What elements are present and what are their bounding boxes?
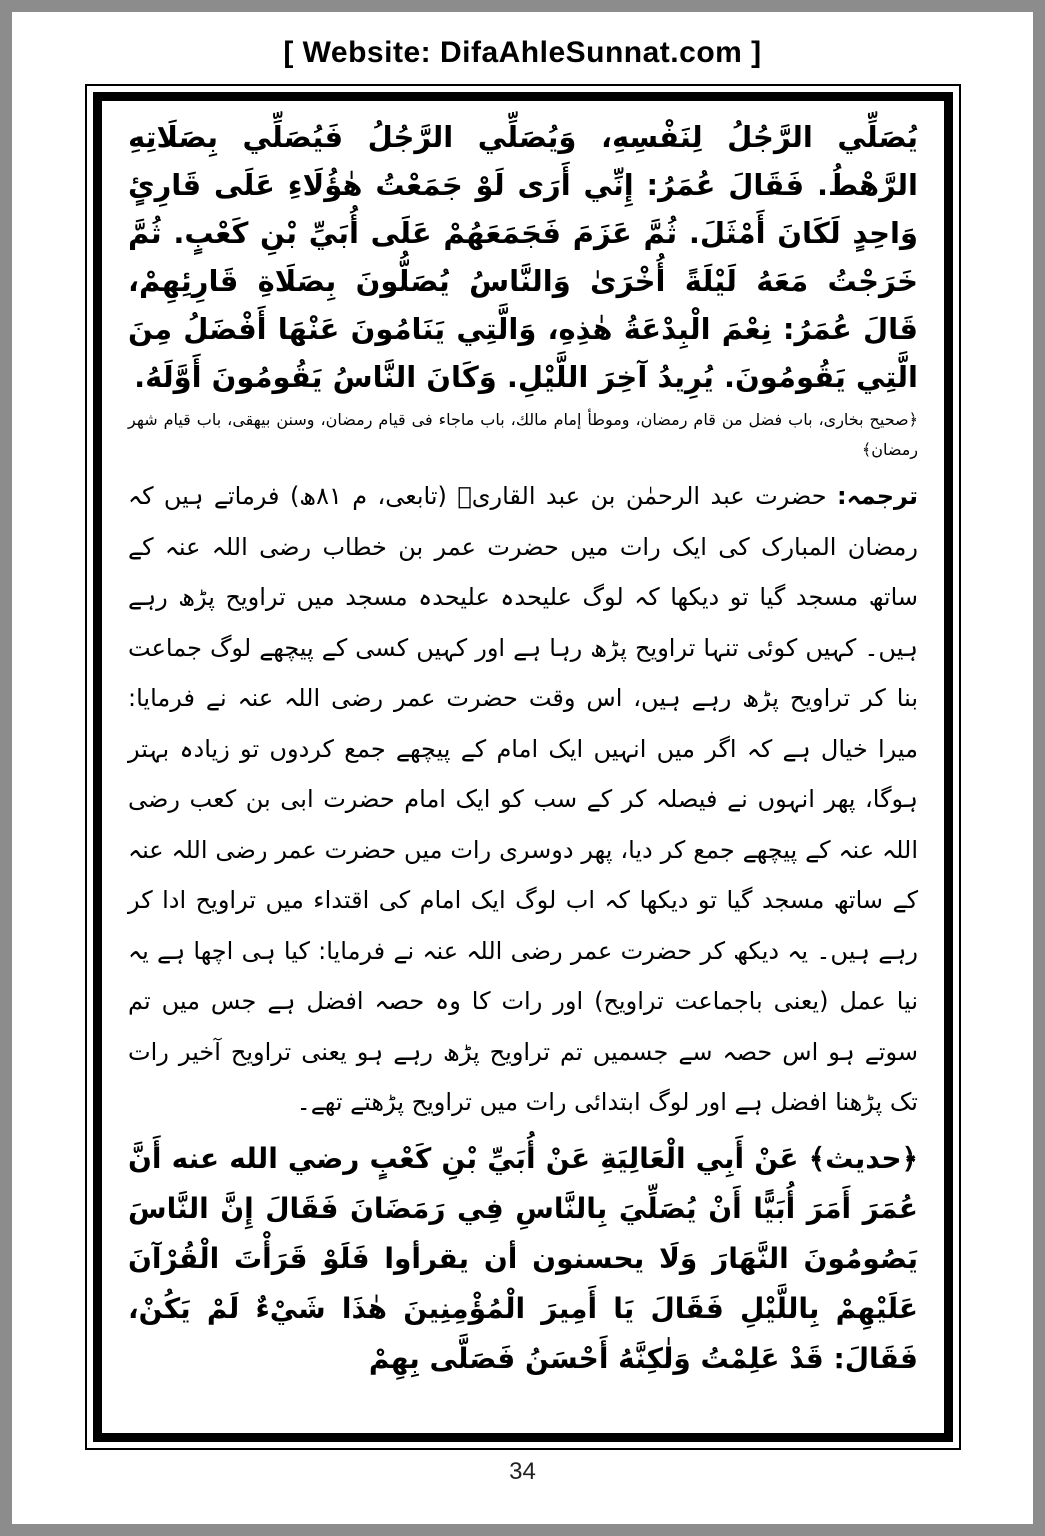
hadith-reference: ﴿صحیح بخاری، باب فضل من قام رمضان، وموطأ إمام مالك، باب ماجاء فی قیام رمضان، وسنن بیهقی، باب قیام شهر رمضان﴾: [128, 410, 918, 459]
translation-text: حضرت عبد الرحمٰن بن عبد القاریؒ (تابعی، م ۸۱ھ) فرماتے ہیں کہ رمضان المبارک کی ایک رات میں حضرت عمر بن خطاب رضی اللہ عنہ کے ساتھ مسجد گیا تو دیکھا کہ لوگ علیحدہ علیحدہ مسجد میں تراویح پڑھ رہے ہیں۔ کہیں کوئی تنہا تراویح پڑھ رہا ہے اور کہیں کسی کے پیچھے لوگ جماعت بنا کر تراویح پڑھ رہے ہیں، اس وقت حضرت عمر رضی اللہ عنہ نے فرمایا: میرا خیال ہے کہ اگر میں انہیں ایک امام کے پیچھے جمع کردوں تو زیادہ بہتر ہوگا، پھر انہوں نے فیصلہ کر کے سب کو ایک امام حضرت ابی بن کعب رضی اللہ عنہ کے پیچھے جمع کر دیا، پھر دوسری رات میں حضرت عمر رضی اللہ عنہ کے ساتھ مسجد گیا تو دیکھا کہ اب لوگ ایک امام کی اقتداء میں تراویح ادا کر رہے ہیں۔ یہ دیکھ کر حضرت عمر رضی اللہ عنہ نے فرمایا: کیا ہی اچھا ہے یہ نیا عمل (یعنی باجماعت تراویح) اور رات کا وہ حصہ افضل ہے جس میں تم سوتے ہو اس حصہ سے جسمیں تم تراویح پڑھ رہے ہو یعنی تراویح آخیر رات تک پڑھنا افضل ہے اور لوگ ابتدائی رات میں تراویح پڑھتے تھے۔: [128, 482, 918, 1116]
urdu-translation: [128, 471, 918, 1128]
arabic-hadith-text: يُصَلِّي الرَّجُلُ لِنَفْسِهِ، وَيُصَلِّي الرَّجُلُ فَيُصَلِّي بِصَلَاتِهِ الرَّهْطُ. فَقَالَ عُمَرُ: إِنِّي أَرَى لَوْ جَمَعْتُ هٰؤُلَاءِ عَلَى قَارِئٍ وَاحِدٍ لَكَانَ أَمْثَلَ. ثُمَّ عَزَمَ فَجَمَعَهُمْ عَلَى أُبَيِّ بْنِ كَعْبٍ. ثُمَّ خَرَجْتُ مَعَهُ لَيْلَةً أُخْرَىٰ وَالنَّاسُ يُصَلُّونَ بِصَلَاةِ قَارِئِهِمْ، قَالَ عُمَرُ: نِعْمَ الْبِدْعَةُ هٰذِهِ، وَالَّتِي يَنَامُونَ عَنْهَا أَفْضَلُ مِنَ الَّتِي يَقُومُونَ. يُرِيدُ آخِرَ اللَّيْلِ. وَكَانَ النَّاسُ يَقُومُونَ أَوَّلَهُ.: [128, 120, 918, 394]
content-frame: [93, 92, 953, 1442]
website-header: [ Website: DifaAhleSunnat.com ]: [283, 36, 762, 69]
hadith-text: عَنْ أَبِي الْعَالِيَةِ عَنْ أُبَيِّ بْنِ كَعْبٍ رضي الله عنه أَنَّ عُمَرَ أَمَرَ أُبَيًّا أَنْ يُصَلِّيَ بِالنَّاسِ فِي رَمَضَانَ فَقَالَ إِنَّ النَّاسَ يَصُومُونَ النَّهَارَ وَلَا يحسنون أن يقرأوا فَلَوْ قَرَأْتَ الْقُرْآنَ عَلَيْهِمْ بِاللَّيْلِ فَقَالَ يَا أَمِيرَ الْمُؤْمِنِينَ هٰذَا شَيْءٌ لَمْ يَكُنْ، فَقَالَ: قَدْ عَلِمْتُ وَلٰكِنَّهُ أَحْسَنُ فَصَلَّى بِهِمْ: [128, 1141, 918, 1375]
hadith-label: ﴿حدیث﴾: [808, 1141, 919, 1175]
translation-label: ترجمہ:: [837, 482, 918, 510]
content-body: [128, 113, 918, 1421]
page-number: 34: [509, 1458, 536, 1485]
second-hadith: [128, 1134, 918, 1384]
